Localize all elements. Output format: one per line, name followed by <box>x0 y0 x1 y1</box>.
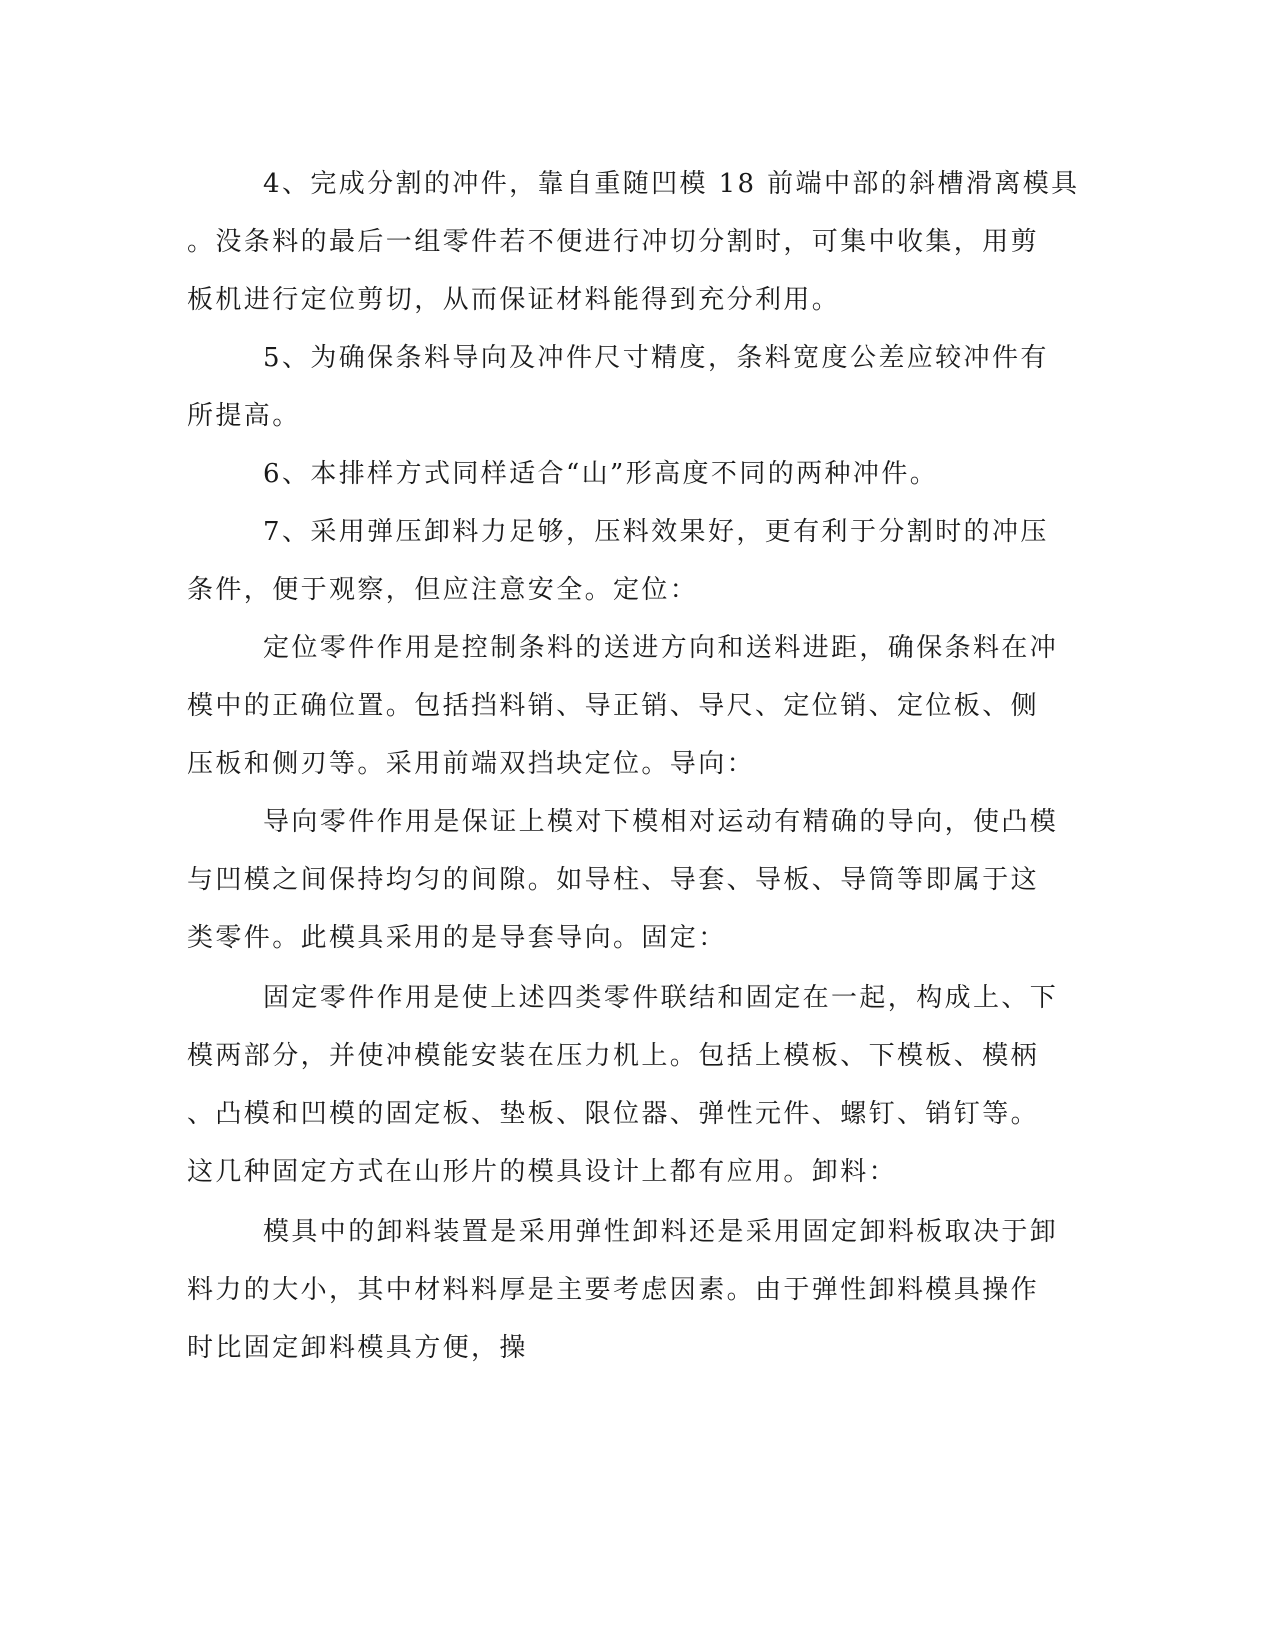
paragraph-line: 、凸模和凹模的固定板、垫板、限位器、弹性元件、螺钉、销钉等。 <box>187 1099 1040 1129</box>
paragraph-line: 与凹模之间保持均匀的间隙。如导柱、导套、导板、导筒等即属于这 <box>187 865 1040 895</box>
paragraph-line: 类零件。此模具采用的是导套导向。固定： <box>187 923 727 953</box>
paragraph-line: 4、完成分割的冲件，靠自重随凹模 18 前端中部的斜槽滑离模具 <box>263 169 1080 199</box>
paragraph-line: 料力的大小，其中材料料厚是主要考虑因素。由于弹性卸料模具操作 <box>187 1275 1040 1305</box>
paragraph-line: 定位零件作用是控制条料的送进方向和送料进距，确保条料在冲 <box>263 633 1059 663</box>
paragraph-line: 这几种固定方式在山形片的模具设计上都有应用。卸料： <box>187 1157 898 1187</box>
paragraph-line: 导向零件作用是保证上模对下模相对运动有精确的导向，使凸模 <box>263 807 1059 837</box>
paragraph-line: 。没条料的最后一组零件若不便进行冲切分割时，可集中收集，用剪 <box>187 227 1040 257</box>
paragraph-line: 时比固定卸料模具方便，操 <box>187 1333 528 1363</box>
paragraph-line: 板机进行定位剪切，从而保证材料能得到充分利用。 <box>187 285 841 315</box>
paragraph-line: 模中的正确位置。包括挡料销、导正销、导尺、定位销、定位板、侧 <box>187 691 1040 721</box>
paragraph-line: 7、采用弹压卸料力足够，压料效果好，更有利于分割时的冲压 <box>263 517 1049 547</box>
paragraph-line: 5、为确保条料导向及冲件尺寸精度，条料宽度公差应较冲件有 <box>263 343 1049 373</box>
paragraph-line: 固定零件作用是使上述四类零件联结和固定在一起，构成上、下 <box>263 983 1059 1013</box>
paragraph-line: 模两部分，并使冲模能安装在压力机上。包括上模板、下模板、模柄 <box>187 1041 1040 1071</box>
paragraph-line: 所提高。 <box>187 401 301 431</box>
paragraph-line: 模具中的卸料装置是采用弹性卸料还是采用固定卸料板取决于卸 <box>263 1217 1059 1247</box>
paragraph-line: 条件，便于观察，但应注意安全。定位： <box>187 575 699 605</box>
paragraph-line: 压板和侧刃等。采用前端双挡块定位。导向： <box>187 749 756 779</box>
paragraph-line: 6、本排样方式同样适合“山”形高度不同的两种冲件。 <box>263 459 939 489</box>
